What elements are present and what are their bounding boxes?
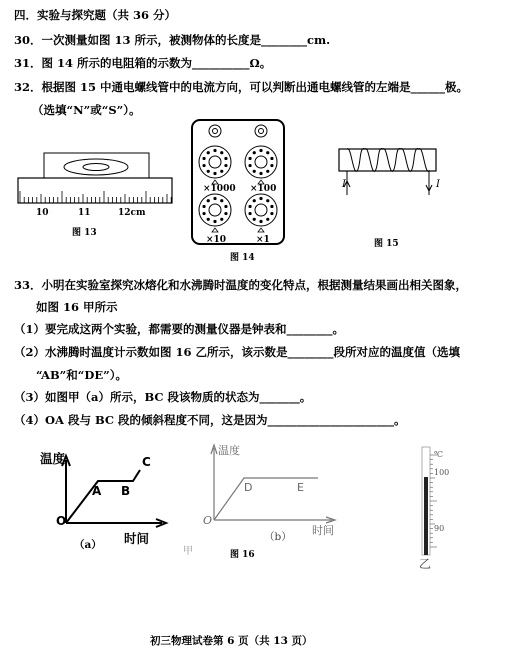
fig16b-point-D: D bbox=[244, 481, 253, 494]
page-footer: 初三物理试卷第 6 页（共 13 页） bbox=[150, 635, 313, 647]
fig16a-sublabel: （a） bbox=[74, 539, 102, 551]
fig16a-point-B: B bbox=[121, 484, 131, 498]
fig16a-point-A: A bbox=[92, 484, 102, 498]
question-33-line1: 33．小明在实验室探究冰熔化和水沸腾时温度的变化特点，根据测量结果画出相关图象， bbox=[14, 278, 467, 292]
figure-13-caption: 图 13 bbox=[72, 228, 97, 238]
section-title: 四．实验与探究题（共 36 分） bbox=[14, 8, 177, 22]
fig16a-xlabel: 时间 bbox=[124, 531, 150, 546]
fig16b-ylabel: 温度 bbox=[218, 444, 240, 457]
current-label-right: I bbox=[436, 179, 440, 190]
multiplier-1: ×1 bbox=[256, 235, 270, 245]
question-33-2-line1: （2）水沸腾时温度计示数如图 16 乙所示，该示数是________段所对应的温度值（选填 bbox=[14, 345, 461, 359]
figure-16-caption: 图 16 bbox=[230, 550, 255, 560]
question-33-3: （3）如图甲（a）所示，BC 段该物质的状态为_______。 bbox=[14, 390, 312, 404]
figure-15-solenoid bbox=[335, 143, 445, 198]
question-33-1: （1）要完成这两个实验，都需要的测量仪器是钟表和________。 bbox=[14, 322, 344, 336]
question-33-line2: 如图 16 甲所示 bbox=[36, 300, 118, 314]
thermometer-tick-90: 90 bbox=[434, 524, 445, 533]
fig16b-xlabel: 时间 bbox=[312, 524, 334, 537]
question-33-2-line2: “AB”和“DE”）。 bbox=[36, 368, 128, 382]
question-32-line1: 32．根据图 15 中通电螺线管中的电流方向，可以判断出通电螺线管的左端是______极。 bbox=[14, 80, 469, 94]
fig16b-point-E: E bbox=[297, 481, 304, 494]
fig16a-ylabel: 温度 bbox=[40, 451, 66, 466]
multiplier-10: ×10 bbox=[206, 235, 227, 245]
ruler-tick-10: 10 bbox=[36, 208, 49, 218]
figure-15-caption: 图 15 bbox=[374, 239, 399, 249]
question-31: 31．图 14 所示的电阻箱的示数为__________Ω。 bbox=[14, 56, 272, 70]
fig16-jia-label: 甲 bbox=[183, 546, 193, 557]
figure-14-caption: 图 14 bbox=[230, 253, 255, 263]
thermometer-tick-100: 100 bbox=[434, 468, 450, 477]
fig16a-point-C: C bbox=[142, 455, 151, 469]
thermometer bbox=[410, 445, 440, 560]
fig16a-point-O: O bbox=[56, 514, 67, 528]
multiplier-100: ×100 bbox=[250, 184, 277, 194]
ruler-tick-11: 11 bbox=[78, 208, 91, 218]
question-30: 30．一次测量如图 13 所示，被测物体的长度是________cm. bbox=[14, 33, 331, 47]
thermometer-unit: ℃ bbox=[434, 450, 443, 459]
question-32-line2: （选填“N”或“S”）。 bbox=[32, 103, 141, 117]
fig16b-sublabel: （b） bbox=[264, 531, 292, 543]
current-label-left: I bbox=[342, 179, 346, 190]
question-33-4: （4）OA 段与 BC 段的倾斜程度不同，这是因为______________________。 bbox=[14, 413, 406, 427]
ruler-tick-12cm: 12cm bbox=[118, 208, 146, 218]
thermometer-label: 乙 bbox=[419, 557, 432, 571]
multiplier-1000: ×1000 bbox=[203, 184, 236, 194]
fig16b-point-O: O bbox=[203, 514, 213, 527]
